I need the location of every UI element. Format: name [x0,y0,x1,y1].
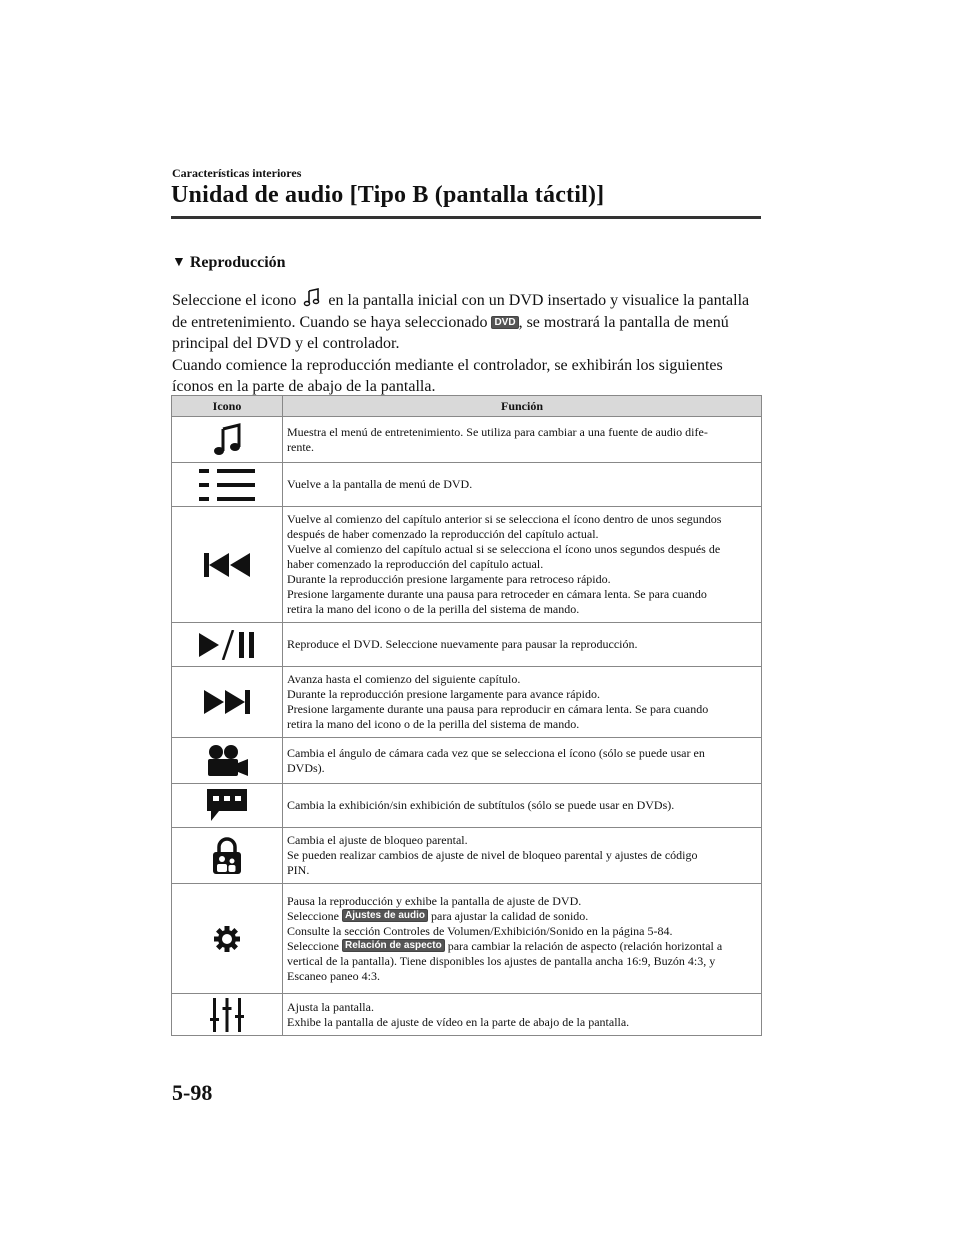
row-text: Avanza hasta el comienzo del siguiente capítulo. [287,672,521,686]
row-text-part: Seleccione [287,938,342,953]
intro-text-b: en la pantalla inicial con un DVD insertado y visualice la pantalla de entretenimiento. Cuando se haya seleccionado [172,292,750,331]
row-text: rente. [287,439,314,454]
row-text: Vuelve al comienzo del capítulo anterior si se selecciona el ícono dentro de unos segundos [287,512,722,526]
row-text: haber comenzado la reproducción del capítulo actual. [287,557,544,571]
table-row [172,828,762,884]
row-text [287,909,757,924]
row-text: Consulte la sección Controles de Volumen/Exhibición/Sonido en la página 5-84. [287,923,673,938]
row-text: Vuelve al comienzo del capítulo actual si se selecciona el ícono unos segundos después de [287,542,721,556]
music-note-icon [212,423,242,457]
intro-paragraph-2: Cuando comience la reproducción mediante el controlador, se exhibirán los siguientes íconos en la parte de abajo de la pantalla. [172,356,723,395]
row-text: vertical de la pantalla). Tiene disponibles los ajustes de pantalla ancha 16:9, Buzón 4:3, y [287,953,716,968]
icon-function-table [171,395,762,1036]
title-divider [171,216,761,219]
row-text: Durante la reproducción presione largamente para retroceso rápido. [287,572,611,586]
row-text-part: Seleccione [287,908,342,923]
row-text: Cambia la exhibición/sin exhibición de subtítulos (sólo se puede usar en DVDs). [287,798,675,812]
row-text-part: para cambiar la relación de aspecto (relación horizontal a [444,938,723,953]
row-text: Pausa la reproducción y exhibe la pantalla de ajuste de DVD. [287,893,582,908]
table-header-row [172,396,762,417]
row-text-part: para ajustar la calidad de sonido. [428,908,589,923]
row-text [287,939,757,954]
row-text: Cambia el ángulo de cámara cada vez que se selecciona el ícono (sólo se puede usar en [287,745,705,760]
parental-lock-icon [211,837,243,875]
triangle-down-icon: ▼ [172,255,186,270]
subheading [172,254,286,272]
column-header-icon: Icono [172,396,283,417]
row-text: DVDs). [287,760,325,775]
row-text: retira la mano del icono o de la perilla del sistema de mando. [287,717,580,731]
dvd-button-label: DVD [491,316,518,329]
camera-angle-icon [206,744,248,778]
row-text: Ajusta la pantalla. [287,999,374,1014]
row-text: PIN. [287,863,310,877]
sliders-icon [210,998,244,1032]
column-header-function: Función [283,396,762,417]
play-pause-icon [199,630,255,660]
table-row [172,463,762,507]
row-text: Exhibe la pantalla de ajuste de vídeo en la parte de abajo de la pantalla. [287,1014,630,1029]
table-row [172,507,762,623]
intro-text-c: , se mostrará la pantalla de menú principal del DVD y el controlador. [172,313,729,352]
row-text: Presione largamente durante una pausa para retroceder en cámara lenta. Se para cuando [287,587,707,601]
row-text: Se pueden realizar cambios de ajuste de nivel de bloqueo parental y ajustes de código [287,848,698,862]
row-text: Muestra el menú de entretenimiento. Se utiliza para cambiar a una fuente de audio dife- [287,424,708,439]
intro-text-a: Seleccione el icono [172,292,301,309]
aspect-ratio-button-label: Relación de aspecto [342,939,445,952]
page-number: 5-98 [172,1080,213,1105]
row-text: retira la mano del icono o de la perilla del sistema de mando. [287,602,580,616]
gear-icon [214,926,240,952]
table-row [172,884,762,994]
skip-next-icon [204,690,250,714]
music-note-icon [302,288,322,308]
row-text: Reproduce el DVD. Seleccione nuevamente para pausar la reproducción. [287,637,638,651]
row-text: Vuelve a la pantalla de menú de DVD. [287,477,473,491]
section-label: Características interiores [172,166,302,180]
row-text: Cambia el ajuste de bloqueo parental. [287,833,468,847]
subtitle-icon [207,789,247,823]
row-text: Durante la reproducción presione largamente para avance rápido. [287,687,600,701]
row-text: Escaneo paneo 4:3. [287,968,380,983]
intro-paragraph-1 [172,288,764,355]
menu-list-icon [199,468,255,502]
row-text: después de haber comenzado la reproducción del capítulo actual. [287,527,599,541]
audio-settings-button-label: Ajustes de audio [342,909,428,922]
table-row [172,417,762,463]
row-text: Presione largamente durante una pausa para reproducir en cámara lenta. Se para cuando [287,702,709,716]
page-title: Unidad de audio [Tipo B (pantalla táctil)] [171,182,605,208]
table-row [172,738,762,784]
subheading-text: Reproducción [189,254,286,271]
intro-text [172,288,764,398]
table-row [172,784,762,828]
table-row [172,994,762,1036]
table-row [172,667,762,738]
table-row [172,623,762,667]
skip-previous-icon [204,553,250,577]
